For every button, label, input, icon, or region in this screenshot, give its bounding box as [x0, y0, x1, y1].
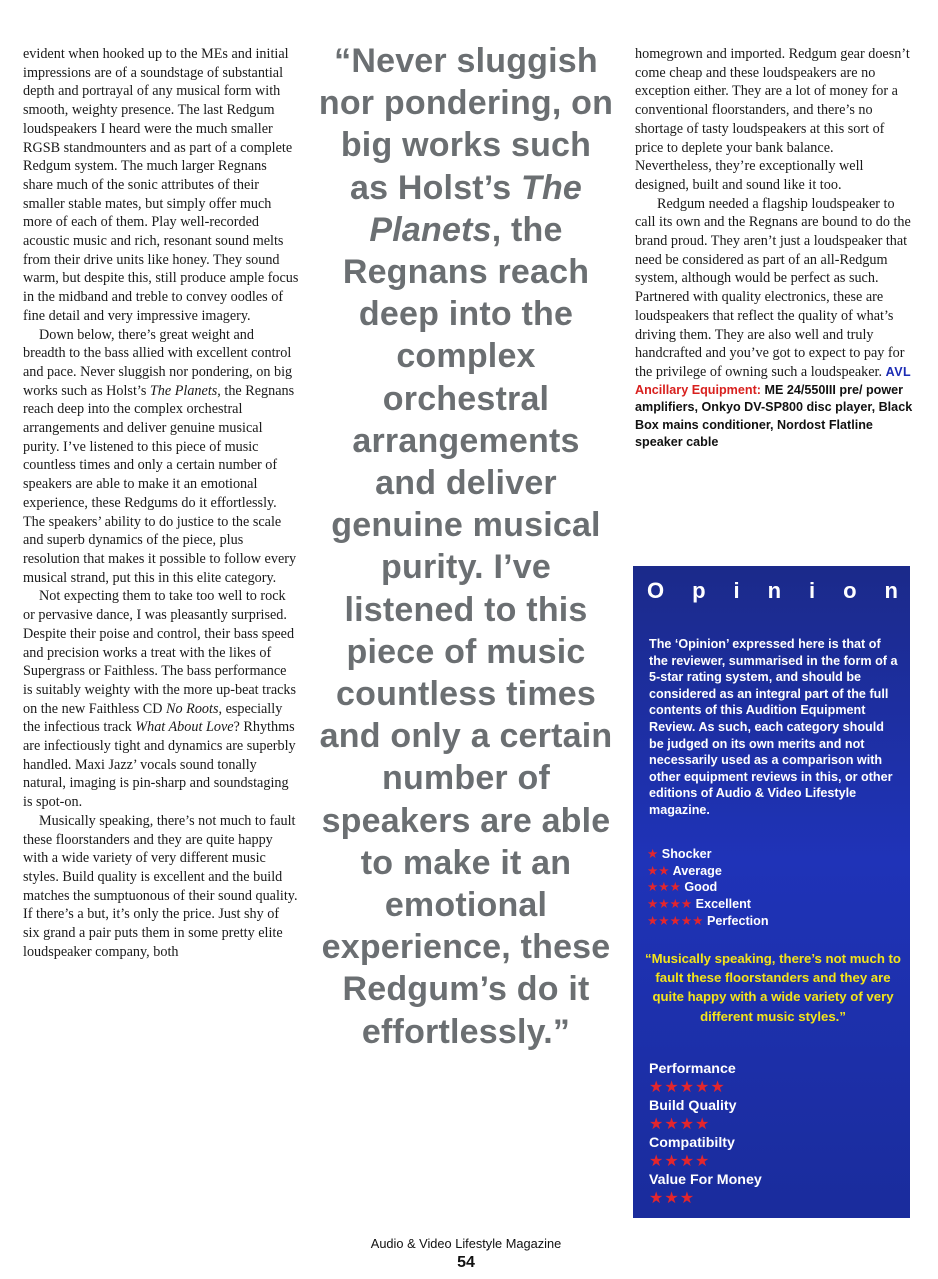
title-letter: O	[647, 578, 665, 603]
body-paragraph	[23, 587, 299, 811]
legend-label: Shocker	[661, 847, 712, 861]
rating-stars: ★★★	[649, 1190, 696, 1207]
text-run: ? Rhythms are infectiously tight and dynamics are superbly handled. Maxi Jazz’ vocals sound tonally natural, imaging is pin-sharp and soundstaging is spot-on.	[23, 719, 296, 811]
title-letter: i	[809, 578, 816, 603]
rating-label: Performance	[649, 1061, 736, 1077]
rating-stars: ★★★★	[649, 1153, 711, 1170]
legend-label: Good	[684, 880, 718, 895]
title-letter: o	[843, 578, 857, 603]
text-run: Not expecting them to take too well to rock or pervasive dance, I was pleasantly surprised. Despite their poise and control, their bass speed and precision works a treat with the likes of Supergrass or Faithless. The bass performance is suitably weighty with the more up-beat tracks on the new Faithless CD	[23, 588, 297, 717]
body-paragraph: Musically speaking, there’s not much to fault these floorstanders and they are quite happy with a wide variety of very different music styles. Build quality is excellent and the build matches the sumptuonous of their sound quality. If there’s a but, it’s only the price. Just shy of six grand a pair puts them in some pretty elite loudspeaker company, both	[23, 812, 298, 960]
text-run: Redgum needed a flagship loudspeaker to call its own and the Regnans are bound to do the brand proud. They aren’t just a loudspeaker that need be considered as part of an all-Redgum system, although would be perfect as such. Partnered with quality electronics, these are loudspeakers that reflect the quality of what’s driving them. They are also well and truly handcrafted and you’ve got to expect to pay for the privilege of owning such a loudspeaker.	[635, 195, 911, 380]
title-letter: n	[884, 578, 898, 603]
title-italic: What About Love	[135, 719, 234, 736]
opinion-description: The ‘Opinion’ expressed here is that of the reviewer, summarised in the form of a 5-star rating system, and should be considered as an integral part of the full contents of this Audition Equipment Review. As such, each category should be judged on its own merits and not necessarily used as a comparison with other equipment reviews in this, or other editions of Audio & Video Lifestyle magazine.	[649, 637, 898, 817]
opinion-title	[633, 578, 910, 604]
body-paragraph: homegrown and imported. Redgum gear doesn’t come cheap and these loudspeakers are no exception either. They are a lot of money for a conventional floorstanders, and there’s no shortage of tasty loudspeakers at this sort of price to deplete your bank balance. Nevertheless, they’re exceptionally well designed, built and sound like it too.	[635, 46, 910, 193]
rating-stars: ★★★★	[649, 1116, 711, 1133]
rating-label: Build Quality	[649, 1098, 737, 1114]
text-run: , the Regnans reach deep into the complex orchestral arrangements and deliver genuine musical purity. I’ve listened to this piece of music countless times and only a certain number of speakers are able to make it an emotional experience, these Redgums do it effortlessly. The speakers’ ability to do justice to the scale and superb dynamics of the piece, plus resolution that makes it possible to follow every musical strand, put this in this elite category.	[23, 382, 297, 586]
legend-row	[647, 863, 769, 880]
legend-row	[647, 846, 769, 863]
star-icons: ★★	[647, 863, 670, 878]
body-paragraph	[635, 195, 913, 382]
legend-label: Excellent	[695, 897, 751, 912]
star-icons: ★★★★★	[647, 913, 704, 928]
rating-stars: ★★★★★	[649, 1079, 726, 1096]
rating-label: Value For Money	[649, 1172, 762, 1188]
quote-text: , the Regnans reach deep into the complex orchestral arrangements and deliver genuine musical purity. I’ve listened to this piece of music countless times and only a certain number of speakers are able to make it an emotional experience, these Redgum’s do it effortlessly.”	[319, 210, 613, 1051]
opinion-box	[633, 566, 910, 1218]
legend-label: Perfection	[706, 913, 769, 928]
quote-text: “Never sluggish nor pondering, on big works such as Holst’s	[318, 42, 614, 207]
star-icons: ★	[647, 847, 659, 861]
pull-quote	[318, 40, 614, 1053]
title-letter: p	[692, 578, 706, 603]
legend-row	[647, 896, 769, 913]
ratings-list	[649, 1060, 762, 1208]
ancillary-text: ME 24/550III pre/ power amplifiers, Onkyo DV-SP800 disc player, Black Box mains conditioner, Nordost Flatline speaker cable	[635, 382, 913, 450]
legend-row	[647, 913, 769, 930]
text-run: Down below, there’s great weight and breadth to the bass allied with excellent control and pace. Never sluggish nor pondering, on big works such as Holst’s	[23, 326, 293, 399]
page-number: 54	[457, 1254, 475, 1271]
title-letter: n	[767, 578, 782, 603]
rating-label: Compatibilty	[649, 1135, 735, 1151]
end-mark-logo: AVL	[885, 364, 912, 379]
publication-footer: Audio & Video Lifestyle Magazine	[370, 1236, 562, 1251]
quote-italic: The Planets	[369, 168, 583, 249]
title-letter: i	[733, 578, 740, 603]
star-icons: ★★★	[647, 880, 681, 895]
legend-label: Average	[672, 863, 722, 878]
ancillary-heading: Ancillary Equipment:	[635, 382, 761, 397]
title-italic: No Roots	[166, 700, 219, 717]
right-column	[635, 45, 913, 452]
text-run: , especially the infectious track	[23, 700, 283, 736]
title-italic: The Planets	[149, 382, 218, 399]
verdict-quote: “Musically speaking, there’s not much to fault these floorstanders and they are quite happy with a wide variety of very different music styles.”	[645, 951, 901, 1024]
left-column	[23, 45, 299, 961]
legend-row	[647, 879, 769, 896]
rating-legend	[647, 846, 769, 930]
body-paragraph: evident when hooked up to the MEs and initial impressions are of a soundstage of substantial depth and portrayal of any musical form with smooth, weighty presence. The last Redgum loudspeakers I heard were the much smaller RGSB standmounters and as part of a complete Redgum system. The much larger Regnans share much of the sonic attributes of their smaller stable mates, but simply offer much more of each of them. Play well-recorded acoustic music and rich, resonant sound melts from their drive units like honey. They sound warm, but despite this, still produce ample focus in the midband and treble to convey oodles of fine detail and very impressive imagery.	[23, 46, 299, 324]
star-icons: ★★★★	[647, 897, 693, 912]
body-paragraph	[23, 326, 299, 588]
ancillary-equipment	[635, 382, 913, 452]
